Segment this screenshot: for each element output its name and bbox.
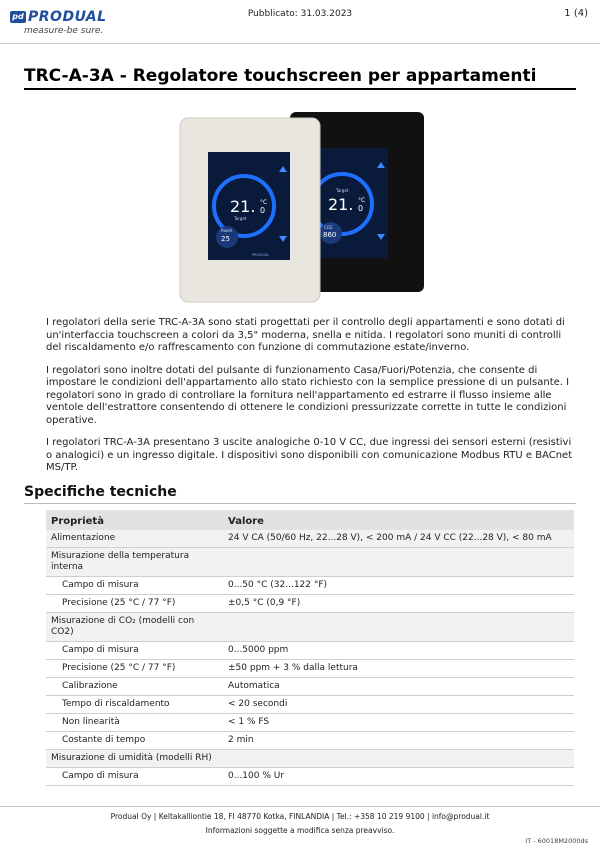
spec-property: Non linearità [46, 714, 223, 732]
white-unit-target: Target [234, 216, 247, 221]
spec-property: Misurazione di umidità (modelli RH) [46, 750, 223, 768]
spec-property: Campo di misura [46, 577, 223, 595]
spec-value: < 1 % FS [223, 714, 574, 732]
spec-value: ±0,5 °C (0,9 °F) [223, 595, 574, 613]
spec-property: Precisione (25 °C / 77 °F) [46, 660, 223, 678]
spec-property: Calibrazione [46, 678, 223, 696]
spec-property: Misurazione di CO₂ (modelli con CO2) [46, 613, 223, 642]
spec-value: < 20 secondi [223, 696, 574, 714]
table-row [46, 678, 574, 696]
intro-text [46, 317, 574, 485]
spec-value: 0...50 °C (32...122 °F) [223, 577, 574, 595]
table-row [46, 696, 574, 714]
intro-paragraph: I regolatori sono inoltre dotati del pulsante di funzionamento Casa/Fuori/Potenzia, che consente di impostare le condizioni dell'appartamento allo stato richiesto con la semplice pressione di un pulsante. I regolatori sono in grado di controllare la fornitura nell'appartamento ed estrarre il flusso insieme alle ventole dell'estrattore consentendo di ottenere le condizioni pressurizzate corrette in tutte le condizioni operative. [46, 364, 570, 426]
product-photo [178, 108, 428, 304]
header-divider [0, 43, 600, 44]
table-row [46, 750, 574, 768]
white-unit-room-temp: 25 [221, 235, 230, 243]
black-unit-temp: 21. [328, 195, 354, 214]
spec-property: Misurazione della temperatura interna [46, 548, 223, 577]
footer-contact: Produal Oy | Keltakalliontie 18, FI 48770 Kotka, FINLANDIA | Tel.: +358 10 219 9100 | info@produal.it [110, 812, 490, 821]
spec-value [223, 548, 574, 577]
table-row [46, 530, 574, 548]
specs-header-row [46, 510, 574, 530]
black-unit-unit: °C [358, 197, 366, 204]
intro-paragraph: I regolatori TRC-A-3A presentano 3 uscite analogiche 0-10 V CC, due ingressi dei sensori esterni (resistivi o analogici) e un ingresso digitale. I dispositivi sono disponibili con comunicazione Modbus RTU e BACnet MS/TP. [46, 437, 573, 473]
intro-paragraph: I regolatori della serie TRC-A-3A sono stati progettati per il controllo degli appartamenti e sono dotati di un'interfaccia touchscreen a colori da 3,5" moderna, snella e nitida. I regolatori sono muniti di controlli del riscaldamento e/o raffrescamento con funzione di commutazione estate/inverno. [46, 317, 565, 353]
spec-property: Tempo di riscaldamento [46, 696, 223, 714]
white-unit-decimal: 0 [260, 206, 266, 215]
table-row [46, 548, 574, 577]
specs-table [46, 510, 574, 786]
document-id: IT - 60018M2000ds [525, 837, 588, 845]
table-row [46, 732, 574, 750]
spec-value: 0...100 % Ur [223, 768, 574, 786]
black-unit-co2-label: CO2 [324, 225, 333, 230]
white-unit-room-label: Room [221, 228, 233, 233]
white-unit-temp: 21. [230, 197, 256, 216]
spec-value [223, 750, 574, 768]
logo-mark: pd [10, 11, 26, 23]
spec-property: Costante di tempo [46, 732, 223, 750]
white-unit-unit: °C [260, 199, 268, 206]
spec-property: Precisione (25 °C / 77 °F) [46, 595, 223, 613]
logo-text: PRODUAL [28, 9, 107, 25]
spec-property: Alimentazione [46, 530, 223, 548]
spec-value: ±50 ppm + 3 % dalla lettura [223, 660, 574, 678]
table-row [46, 613, 574, 642]
black-unit-target: Target [336, 188, 349, 193]
table-row [46, 660, 574, 678]
spec-value: 24 V CA (50/60 Hz, 22...28 V), < 200 mA / 24 V CC (22...28 V), < 80 mA [223, 530, 574, 548]
document-title: TRC-A-3A - Regolatore touchscreen per appartamenti [24, 66, 576, 90]
page-header [0, 0, 600, 44]
footer-disclaimer: Informazioni soggette a modifica senza preavviso. [205, 826, 395, 835]
footer-divider [0, 806, 600, 807]
black-unit-co2-value: 860 [323, 231, 337, 239]
spec-property: Campo di misura [46, 768, 223, 786]
table-row [46, 714, 574, 732]
page-number: 1 (4) [564, 8, 588, 19]
spec-value: Automatica [223, 678, 574, 696]
spec-value: 0...5000 ppm [223, 642, 574, 660]
spec-value [223, 613, 574, 642]
table-row [46, 768, 574, 786]
property-column-header: Proprietà [46, 510, 223, 530]
table-row [46, 595, 574, 613]
white-unit-brand: PRODUAL [252, 253, 269, 257]
spec-value: 2 min [223, 732, 574, 750]
black-unit-decimal: 0 [358, 204, 364, 213]
spec-property: Campo di misura [46, 642, 223, 660]
logo-tagline: measure‑be sure. [24, 26, 104, 36]
table-row [46, 577, 574, 595]
published-date: Pubblicato: 31.03.2023 [247, 9, 353, 19]
value-column-header: Valore [223, 510, 574, 530]
table-row [46, 642, 574, 660]
specs-heading: Specifiche tecniche [24, 484, 576, 504]
